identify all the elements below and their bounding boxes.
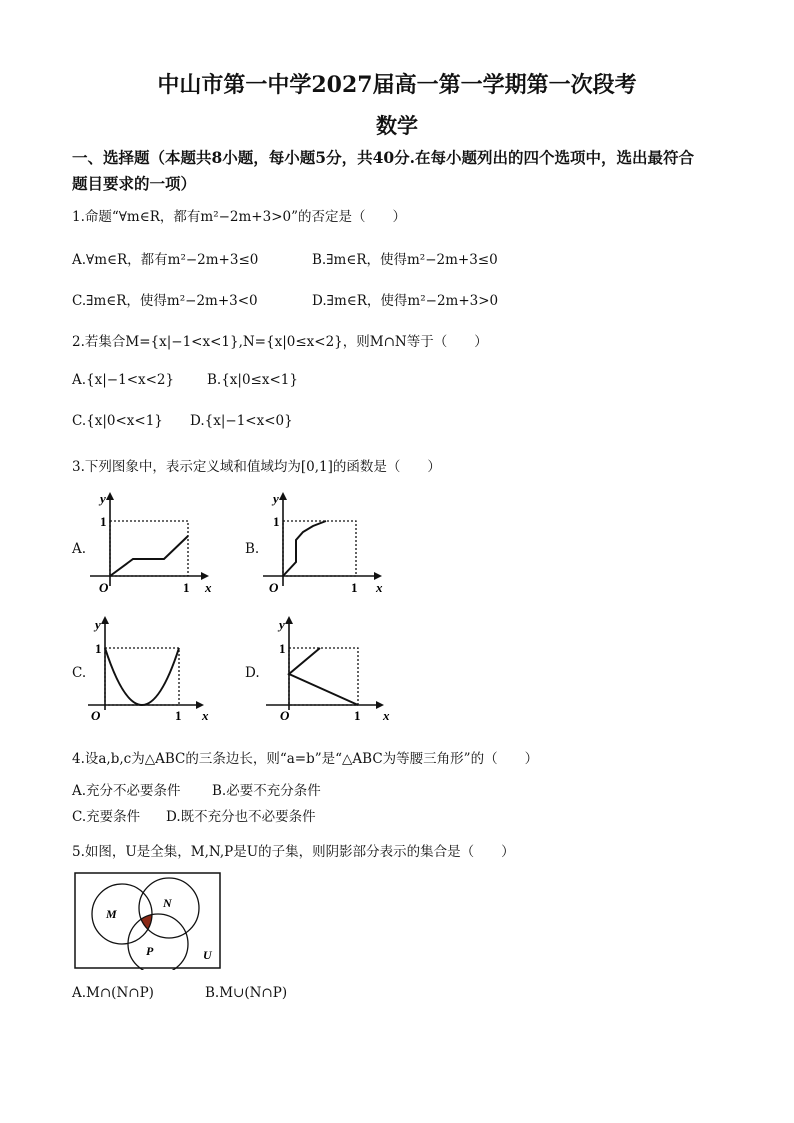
origin-label: O [269, 580, 279, 595]
y-tick-one: 1 [273, 514, 280, 529]
exam-title: 中山市第一中学2027届高一第一学期第一次段考 [157, 72, 637, 98]
q3-graph-c [85, 612, 225, 724]
x-axis-label: x [205, 580, 212, 595]
q4-option-c: C.充要条件 [72, 809, 141, 825]
q3-graph-b-label: B. [245, 541, 260, 557]
q4-stem: 4.设a,b,c为△ABC的三条边长，则“a=b”是“△ABC为等腰三角形”的（ ） [72, 751, 539, 767]
x-axis-label: x [202, 708, 209, 723]
q3-graph-b [258, 488, 398, 600]
q1-option-c: C.∃m∈R，使得m²−2m+3<0 [72, 293, 258, 309]
origin-label: O [99, 580, 109, 595]
q1-option-a: A.∀m∈R，都有m²−2m+3≤0 [72, 252, 259, 268]
y-tick-one: 1 [100, 514, 107, 529]
x-tick-one: 1 [183, 580, 190, 595]
y-axis-label: y [279, 617, 285, 632]
y-axis-label: y [95, 617, 101, 632]
q3-graph-d-label: D. [245, 665, 260, 681]
q1-option-b: B.∃m∈R，使得m²−2m+3≤0 [312, 252, 498, 268]
q2-option-d: D.{x|−1<x<0} [190, 413, 293, 429]
q2-option-a: A.{x|−1<x<2} [72, 372, 175, 388]
q2-option-b: B.{x|0≤x<1} [207, 372, 298, 388]
x-axis-label: x [376, 580, 383, 595]
x-tick-one: 1 [175, 708, 182, 723]
q5-venn-diagram [74, 872, 222, 970]
x-axis-label: x [383, 708, 390, 723]
q3-stem: 3.下列图象中，表示定义域和值域均为[0,1]的函数是（ ） [72, 459, 441, 475]
q5-option-a: A.M∩(N∩P) [72, 985, 154, 1001]
q4-option-a: A.充分不必要条件 [72, 783, 181, 799]
section-heading [72, 145, 732, 197]
q3-graph-d [258, 612, 398, 724]
y-axis-label: y [100, 491, 106, 506]
y-tick-one: 1 [279, 641, 286, 656]
q5-option-b: B.M∪(N∩P) [205, 985, 288, 1001]
origin-label: O [280, 708, 290, 723]
x-tick-one: 1 [351, 580, 358, 595]
venn-label-p: P [146, 944, 154, 958]
q1-stem: 1.命题“∀m∈R，都有m²−2m+3>0”的否定是（ ） [72, 209, 407, 225]
y-tick-one: 1 [95, 641, 102, 656]
q2-stem: 2.若集合M={x|−1<x<1},N={x|0≤x<2}，则M∩N等于（ ） [72, 334, 488, 350]
q4-option-d: D.既不充分也不必要条件 [166, 809, 316, 825]
q2-option-c: C.{x|0<x<1} [72, 413, 163, 429]
section-heading-line2: 题目要求的一项） [72, 174, 197, 193]
q4-option-b: B.必要不充分条件 [212, 783, 321, 799]
x-tick-one: 1 [354, 708, 361, 723]
q5-stem: 5.如图，U是全集，M,N,P是U的子集，则阴影部分表示的集合是（ ） [72, 844, 515, 860]
q1-option-d: D.∃m∈R，使得m²−2m+3>0 [312, 293, 499, 309]
section-heading-line1: 一、选择题（本题共8小题，每小题5分，共40分.在每小题列出的四个选项中，选出最符合 [72, 148, 695, 167]
venn-label-u: U [203, 948, 212, 962]
origin-label: O [91, 708, 101, 723]
venn-label-n: N [163, 896, 172, 910]
subject-title: 数学 [376, 113, 418, 138]
q3-graph-a [85, 488, 225, 600]
q3-graph-c-label: C. [72, 665, 87, 681]
q3-graph-a-label: A. [72, 541, 87, 557]
venn-label-m: M [106, 907, 117, 921]
y-axis-label: y [273, 491, 279, 506]
